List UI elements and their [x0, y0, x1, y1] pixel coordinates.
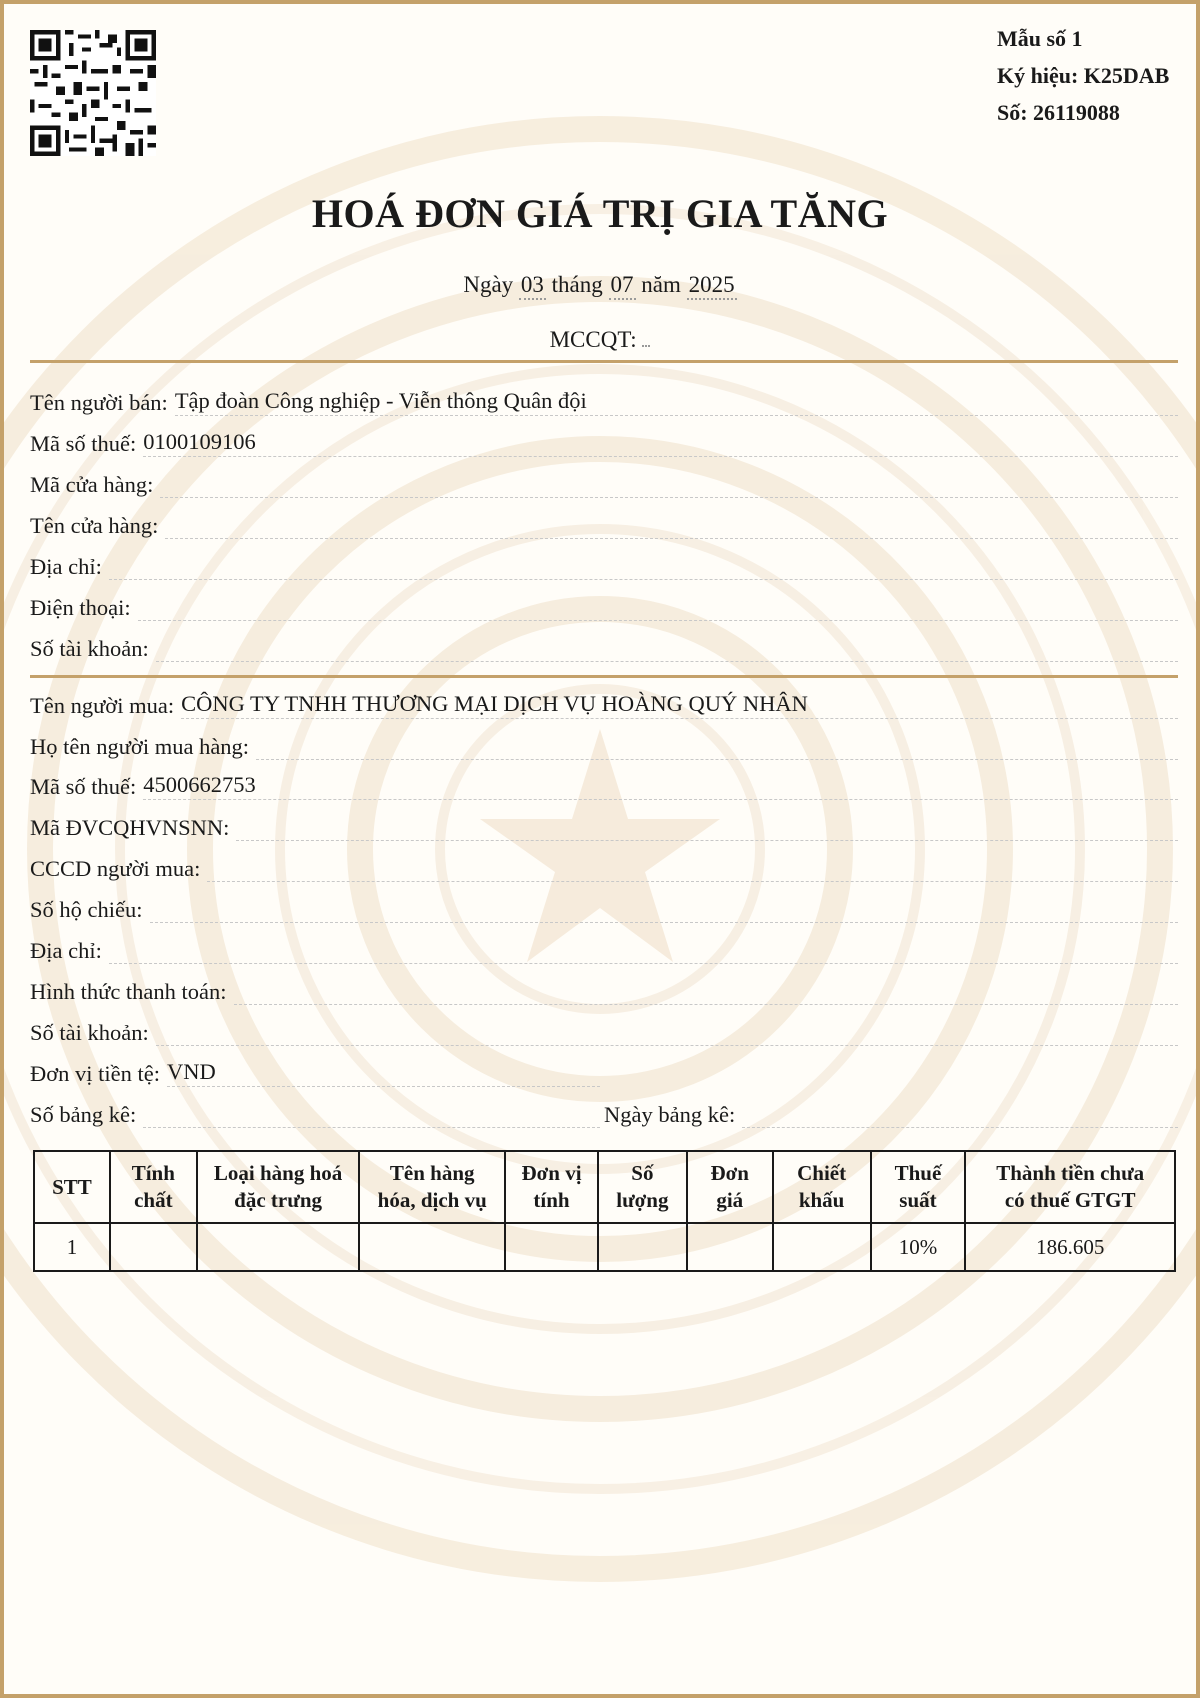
field-value — [138, 593, 1178, 621]
invoice-date — [4, 272, 1196, 300]
cell-amount: 186.605 — [965, 1223, 1175, 1271]
field-label: Đơn vị tiền tệ: — [30, 1061, 161, 1086]
field-value: Tập đoàn Công nghiệp - Viễn thông Quân đội — [175, 388, 1178, 416]
field-label: Hình thức thanh toán: — [30, 979, 227, 1004]
field-label: Địa chỉ: — [30, 554, 102, 579]
field-value — [156, 1018, 1178, 1046]
store-code-field — [30, 466, 1178, 498]
col-header-item-name: Tên hàng hóa, dịch vụ — [359, 1151, 505, 1223]
field-value — [742, 1100, 1178, 1128]
cell-quantity — [598, 1223, 687, 1271]
field-label: CCCD người mua: — [30, 856, 201, 881]
table-header-row — [34, 1151, 1175, 1223]
field-label: Mã số thuế: — [30, 774, 137, 799]
items-table — [33, 1150, 1176, 1272]
field-value — [109, 552, 1178, 580]
field-value: VND — [167, 1059, 600, 1087]
field-label: Họ tên người mua hàng: — [30, 734, 250, 759]
form-number: Mẫu số 1 — [997, 26, 1083, 51]
field-label: Tên người bán: — [30, 390, 168, 415]
field-label: Số bảng kê: — [30, 1102, 137, 1127]
section-divider — [30, 675, 1178, 678]
date-month-word: tháng — [551, 272, 603, 297]
cell-nature — [110, 1223, 197, 1271]
seller-name-field — [30, 384, 1178, 416]
field-label: Số tài khoản: — [30, 636, 149, 661]
col-header-stt: STT — [34, 1151, 110, 1223]
seller-tax-code-field — [30, 425, 1178, 457]
field-label: Điện thoại: — [30, 595, 131, 620]
col-header-quantity: Số lượng — [598, 1151, 687, 1223]
field-value: 0100109106 — [143, 429, 1178, 457]
field-label: Địa chỉ: — [30, 938, 102, 963]
col-header-goods-type: Loại hàng hoá đặc trưng — [197, 1151, 360, 1223]
passport-field — [30, 891, 1178, 923]
cell-discount — [773, 1223, 871, 1271]
field-value — [143, 1100, 600, 1128]
field-label: Mã ĐVCQHVNSNN: — [30, 815, 230, 840]
cell-unit — [505, 1223, 598, 1271]
field-value — [207, 854, 1178, 882]
cell-goods-type — [197, 1223, 360, 1271]
date-year-word: năm — [641, 272, 681, 297]
col-header-unit-price: Đơn giá — [687, 1151, 773, 1223]
listing-date-field — [604, 1096, 1178, 1128]
field-label: Tên cửa hàng: — [30, 513, 159, 538]
invoice-symbol: Ký hiệu: K25DAB — [997, 63, 1170, 88]
date-prefix: Ngày — [463, 272, 514, 297]
field-value: 4500662753 — [143, 772, 1178, 800]
buyer-tax-code-field — [30, 768, 1178, 800]
field-label: Mã cửa hàng: — [30, 472, 154, 497]
field-value — [165, 511, 1178, 539]
currency-field — [30, 1055, 600, 1087]
qr-code — [30, 30, 156, 156]
field-value — [160, 470, 1178, 498]
buyer-person-field — [30, 728, 1178, 760]
buyer-account-field — [30, 1014, 1178, 1046]
col-header-tax-rate: Thuế suất — [871, 1151, 966, 1223]
table-row — [34, 1223, 1175, 1271]
field-value: CÔNG TY TNHH THƯƠNG MẠI DỊCH VỤ HOÀNG QUÝ NHÂN — [181, 691, 1178, 719]
buyer-id-card-field — [30, 850, 1178, 882]
invoice-title: HOÁ ĐƠN GIÁ TRỊ GIA TĂNG — [311, 191, 889, 236]
buyer-name-field — [30, 687, 1178, 719]
section-divider — [30, 360, 1178, 363]
date-day: 03 — [519, 272, 546, 300]
seller-phone-field — [30, 589, 1178, 621]
date-year: 2025 — [687, 272, 737, 300]
col-header-discount: Chiết khấu — [773, 1151, 871, 1223]
cell-stt: 1 — [34, 1223, 110, 1271]
cell-tax-rate: 10% — [871, 1223, 966, 1271]
mccqt-value — [642, 345, 650, 347]
field-value — [109, 936, 1178, 964]
buyer-address-field — [30, 932, 1178, 964]
field-label: Ngày bảng kê: — [604, 1102, 736, 1127]
col-header-nature: Tính chất — [110, 1151, 197, 1223]
payment-method-field — [30, 973, 1178, 1005]
mccqt-line — [4, 327, 1196, 353]
cell-item-name — [359, 1223, 505, 1271]
store-name-field — [30, 507, 1178, 539]
field-label: Tên người mua: — [30, 693, 175, 718]
drum-watermark — [4, 4, 1196, 1694]
field-value — [236, 813, 1178, 841]
field-value — [256, 732, 1178, 760]
invoice-number: Số: 26119088 — [997, 100, 1120, 125]
mccqt-label: MCCQT: — [549, 327, 637, 352]
field-value — [156, 634, 1178, 662]
col-header-amount: Thành tiền chưa có thuế GTGT — [965, 1151, 1175, 1223]
field-label: Số tài khoản: — [30, 1020, 149, 1045]
seller-account-field — [30, 630, 1178, 662]
col-header-unit: Đơn vị tính — [505, 1151, 598, 1223]
field-label: Mã số thuế: — [30, 431, 137, 456]
cell-unit-price — [687, 1223, 773, 1271]
date-month: 07 — [609, 272, 636, 300]
invoice-meta — [997, 20, 1169, 131]
listing-number-field — [30, 1096, 600, 1128]
field-label: Số hộ chiếu: — [30, 897, 143, 922]
budget-unit-code-field — [30, 809, 1178, 841]
seller-address-field — [30, 548, 1178, 580]
field-value — [150, 895, 1179, 923]
field-value — [234, 977, 1178, 1005]
